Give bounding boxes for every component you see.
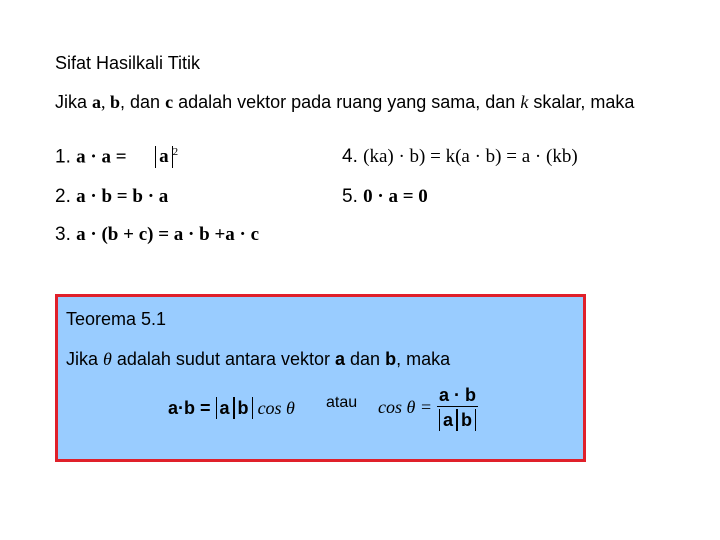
property-lhs: a · a = [76, 146, 127, 168]
norm-a: a [216, 397, 234, 419]
property-4 [342, 146, 578, 168]
atau-label: atau [326, 394, 358, 411]
scalar-k: k [520, 92, 529, 112]
property-expr: (ka) · b) = k(a · b) = a · (kb) [363, 146, 578, 167]
vector-b: b [110, 92, 121, 112]
formula-lhs: a·b = [168, 398, 211, 418]
property-expr: 0 · a = 0 [363, 186, 428, 207]
norm-a: a [439, 409, 457, 431]
fraction-numerator: a · b [439, 385, 477, 405]
vector-a: a [92, 92, 102, 112]
theorem-box [55, 294, 586, 462]
theorem-text: dan [345, 349, 386, 369]
fraction [437, 385, 478, 431]
intro-part: adalah vektor pada ruang yang sama, dan [173, 92, 521, 112]
vector-c: c [165, 92, 174, 112]
dot-product-formula [168, 397, 295, 419]
property-expr: a · (b + c) = a · b +a · c [76, 224, 260, 245]
intro-text [55, 90, 675, 115]
cosine-formula [378, 385, 478, 431]
vector-a: a [335, 349, 346, 369]
vector-b: b [385, 349, 397, 369]
property-1 [55, 146, 178, 168]
theorem-text: adalah sudut antara vektor [111, 349, 336, 369]
norm-a: a [155, 146, 173, 168]
property-5 [342, 186, 428, 208]
theorem-text: , maka [396, 349, 451, 369]
property-number: 2. [55, 186, 71, 207]
norm-b: b [457, 409, 476, 431]
exponent: 2 [172, 146, 179, 158]
intro-comma: , [101, 92, 111, 112]
cos-theta: cos θ [257, 398, 295, 418]
intro-part: Jika [55, 92, 93, 112]
property-number: 4. [342, 146, 358, 167]
property-number: 1. [55, 146, 71, 168]
theorem-title: Teorema 5.1 [66, 309, 167, 329]
property-number: 3. [55, 224, 71, 245]
theta-symbol: θ [103, 349, 112, 369]
property-expr: a · b = b · a [76, 186, 169, 207]
theorem-statement [66, 349, 450, 370]
property-3 [55, 224, 259, 246]
property-2 [55, 186, 168, 208]
intro-part: skalar, maka [528, 92, 635, 112]
formula-lhs: cos θ = [378, 396, 432, 417]
property-number: 5. [342, 186, 358, 207]
intro-part: , dan [120, 92, 166, 112]
norm-b: b [234, 397, 253, 419]
fraction-denominator [437, 407, 478, 431]
theorem-text: Jika [66, 349, 104, 369]
page-title: Sifat Hasilkali Titik [55, 53, 201, 73]
